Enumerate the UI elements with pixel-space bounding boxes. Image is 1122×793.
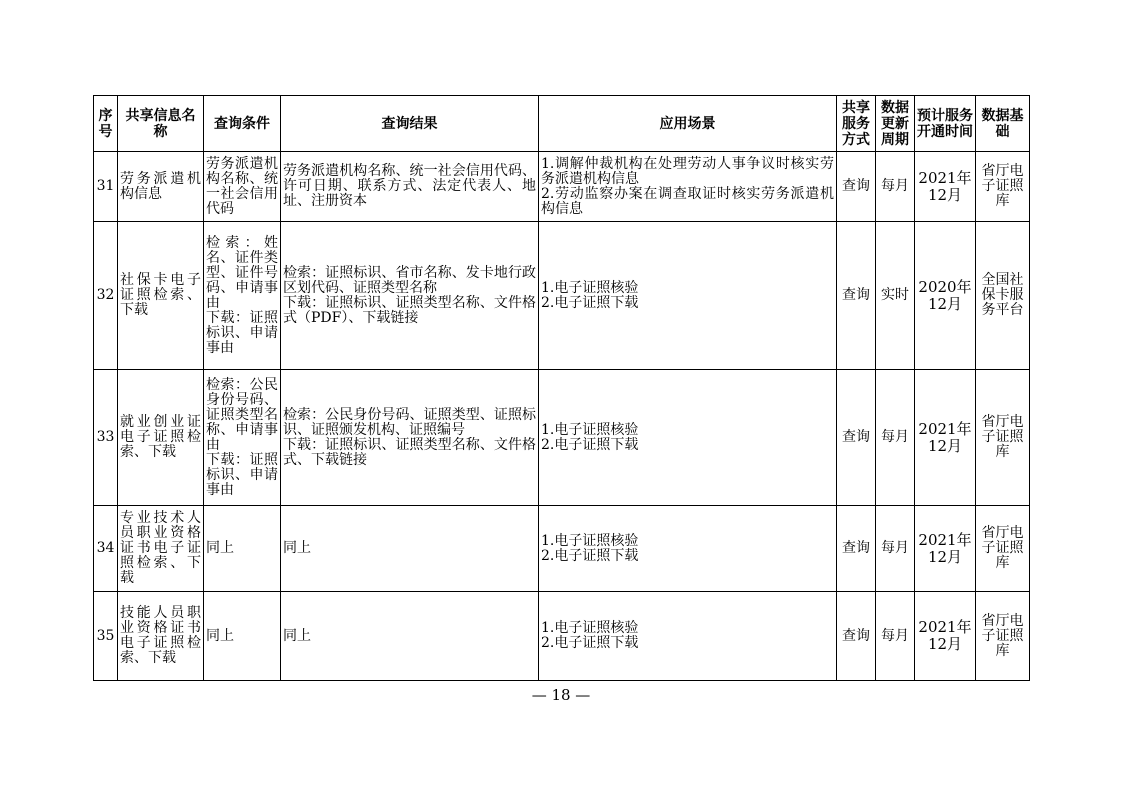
header-name: 共享信息名称 [118,96,204,152]
cell-result: 同上 [281,592,539,681]
cell-seq: 31 [94,152,118,222]
cell-name-text: 就业创业证电子证照检索、下载 [120,414,201,460]
cell-time-text: 2021年 12月 [918,419,972,455]
cell-scene [539,592,837,681]
cell-result: 同上 [281,506,539,592]
cell-result-text: 劳务派遣机构名称、统一社会信用代码、许可日期、联系方式、法定代表人、地址、注册资本 [283,163,536,209]
cell-share: 查询 [837,592,876,681]
cell-name [118,592,204,681]
header-scene: 应用场景 [539,96,837,152]
cell-time [915,370,976,506]
cell-query: 同上 [204,592,281,681]
cell-time-text: 2021年 12月 [918,168,972,204]
cell-time [915,592,976,681]
cell-share: 查询 [837,370,876,506]
cell-scene-text: 1.电子证照核验 2.电子证照下载 [541,532,639,564]
cell-result-text: 检索：公民身份号码、证照类型、证照标识、证照颁发机构、证照编号 下载：证照标识、证照类型名称、文件格式、下载链接 [283,406,536,468]
cell-base: 省厅电子证照库 [976,592,1030,681]
cell-name-text: 劳务派遣机构信息 [120,170,201,202]
table-row [94,222,1030,370]
cell-base: 省厅电子证照库 [976,370,1030,506]
cell-base: 省厅电子证照库 [976,152,1030,222]
cell-query-text: 检索：公民身份号码、证照类型名称、申请事由 下载：证照标识、申请事由 [206,376,278,498]
cell-query-text: 检索：姓名、证件类型、证件号码、申请事由 下载：证照标识、申请事由 [206,234,278,356]
cell-result [281,370,539,506]
cell-scene [539,152,837,222]
data-sharing-table [93,95,1030,681]
cell-base: 省厅电子证照库 [976,506,1030,592]
cell-time [915,506,976,592]
header-seq: 序号 [94,96,118,152]
cell-time [915,152,976,222]
cell-update: 每月 [876,592,915,681]
cell-update: 每月 [876,152,915,222]
cell-seq: 35 [94,592,118,681]
cell-scene-text: 1.电子证照核验 2.电子证照下载 [541,620,639,651]
cell-scene-text: 1.调解仲裁机构在处理劳动人事争议时核实劳务派遣机构信息 2.劳动监察办案在调查取证时核实劳务派遣机构信息 [541,155,834,217]
cell-time-text: 2021年 12月 [918,618,972,653]
cell-time-text: 2021年 12月 [918,530,972,566]
cell-query [204,222,281,370]
cell-update: 每月 [876,370,915,506]
table-row [94,592,1030,681]
cell-share: 查询 [837,152,876,222]
cell-share: 查询 [837,222,876,370]
cell-query-text: 劳务派遣机构名称、统一社会信用代码 [206,155,278,217]
table-row [94,506,1030,592]
cell-seq: 33 [94,370,118,506]
header-time: 预计服务开通时间 [915,96,976,152]
cell-scene-text: 1.电子证照核验 2.电子证照下载 [541,279,639,311]
cell-result [281,152,539,222]
cell-scene [539,222,837,370]
table-row [94,152,1030,222]
cell-share: 查询 [837,506,876,592]
cell-time-text: 2020年 12月 [918,277,972,313]
cell-scene [539,370,837,506]
cell-scene-text: 1.电子证照核验 2.电子证照下载 [541,421,639,453]
header-update: 数据更新周期 [876,96,915,152]
cell-name [118,370,204,506]
cell-time [915,222,976,370]
cell-scene [539,506,837,592]
cell-name [118,152,204,222]
cell-seq: 32 [94,222,118,370]
cell-result-text: 检索：证照标识、省市名称、发卡地行政区划代码、证照类型名称 下载：证照标识、证照类型名称、文件格式（PDF）、下载链接 [283,264,536,326]
cell-name-text: 社保卡电子证照检索、下载 [120,272,201,318]
header-result: 查询结果 [281,96,539,152]
header-share: 共享服务方式 [837,96,876,152]
cell-query [204,152,281,222]
header-base: 数据基础 [976,96,1030,152]
header-query: 查询条件 [204,96,281,152]
cell-name-text: 专业技术人员职业资格证书电子证照检索、下载 [120,510,201,586]
cell-update: 每月 [876,506,915,592]
cell-seq: 34 [94,506,118,592]
table-header-row [94,96,1030,152]
table-row [94,370,1030,506]
cell-query [204,370,281,506]
cell-name-text: 技能人员职业资格证书电子证照检索、下载 [120,605,201,666]
cell-update: 实时 [876,222,915,370]
cell-query: 同上 [204,506,281,592]
cell-base: 全国社保卡服务平台 [976,222,1030,370]
page-number: — 18 — [531,686,591,704]
cell-result [281,222,539,370]
cell-name [118,222,204,370]
cell-name [118,506,204,592]
